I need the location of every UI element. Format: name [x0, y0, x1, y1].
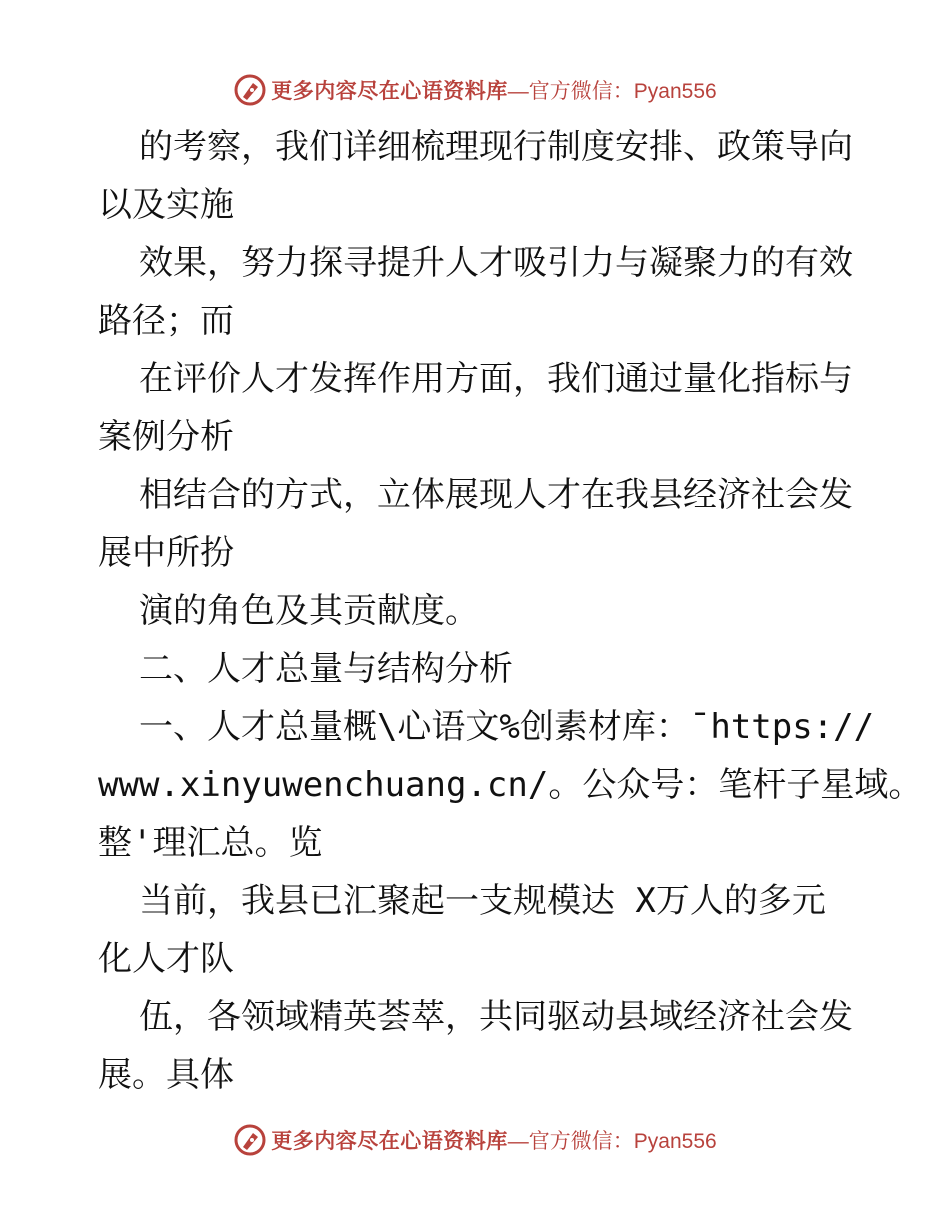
body-line: 一、人才总量概\心语文%创素材库：¯https:// — [98, 707, 875, 747]
pen-nib-logo-icon — [233, 1123, 267, 1157]
section-heading: 二、人才总量与结构分析 — [98, 649, 513, 689]
body-line: 展。具体 — [98, 1055, 234, 1095]
body-line: 效果，努力探寻提升人才吸引力与凝聚力的有效 — [98, 243, 853, 283]
footer-banner-wechat: —官方微信：Pyan556 — [507, 1130, 717, 1153]
header-banner-wechat: —官方微信：Pyan556 — [507, 80, 717, 103]
body-line: 以及实施 — [98, 185, 234, 225]
header-banner — [0, 70, 950, 110]
body-line: 的考察，我们详细梳理现行制度安排、政策导向 — [98, 127, 853, 167]
body-line: 演的角色及其贡献度。 — [98, 591, 479, 631]
pen-nib-logo-icon — [233, 73, 267, 107]
body-line: 伍，各领域精英荟萃，共同驱动县域经济社会发 — [98, 997, 853, 1037]
body-line: 展中所扮 — [98, 533, 234, 573]
body-line: 化人才队 — [98, 939, 234, 979]
footer-banner — [0, 1120, 950, 1160]
body-line: www.xinyuwenchuang.cn/。公众号：笔杆子星域。 — [98, 765, 923, 805]
body-line: 路径；而 — [98, 301, 234, 341]
body-line: 整'理汇总。览 — [98, 823, 323, 863]
body-line: 当前，我县已汇聚起一支规模达 X万人的多元 — [98, 881, 826, 921]
document-body — [98, 118, 923, 1104]
body-line: 相结合的方式，立体展现人才在我县经济社会发 — [98, 475, 853, 515]
body-line: 在评价人才发挥作用方面，我们通过量化指标与 — [98, 359, 853, 399]
header-banner-text: 更多内容尽在心语资料库 — [271, 78, 508, 103]
footer-banner-text: 更多内容尽在心语资料库 — [271, 1128, 508, 1153]
body-line: 案例分析 — [98, 417, 234, 457]
